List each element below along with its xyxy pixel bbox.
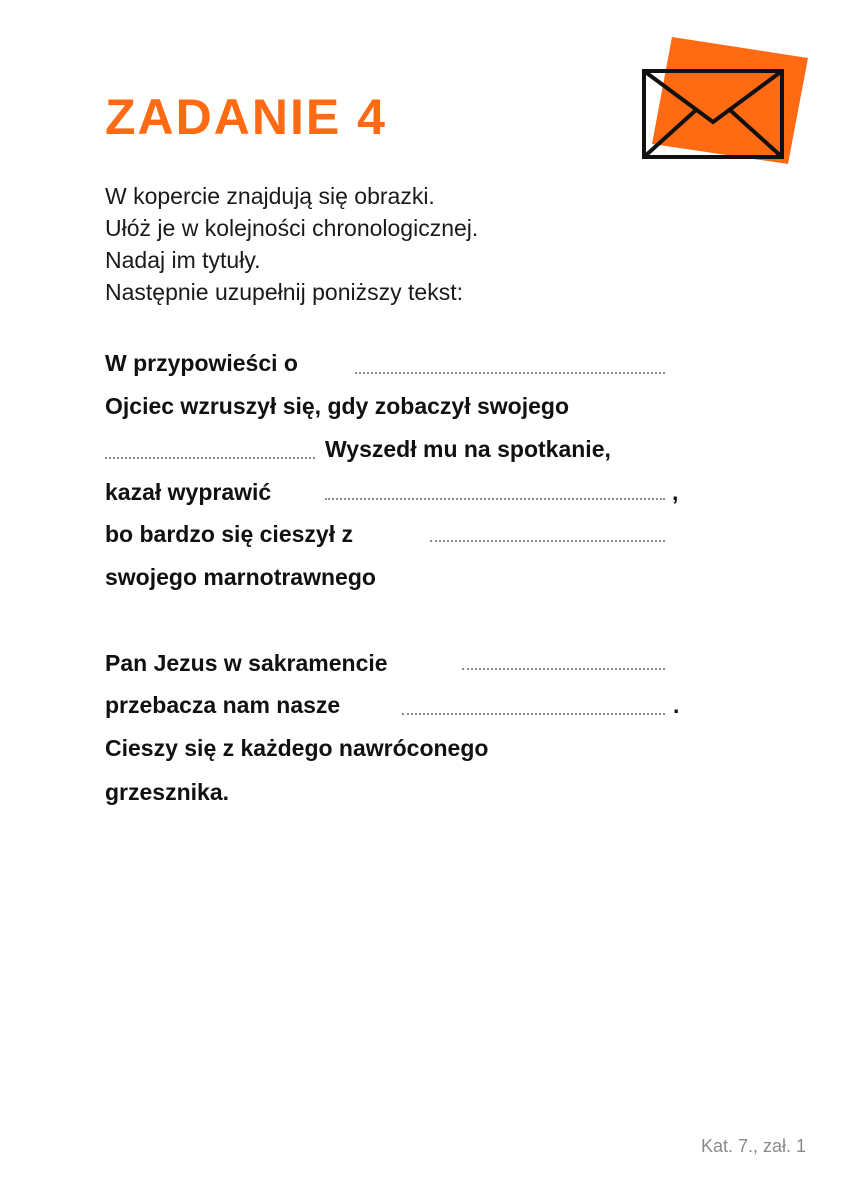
envelope-icon (640, 36, 810, 166)
instruction-line: Ułóż je w kolejności chronologicznej. (105, 215, 479, 241)
blank-field-1[interactable] (355, 372, 665, 374)
instruction-line: Następnie uzupełnij poniższy tekst: (105, 279, 463, 305)
instruction-line: W kopercie znajdują się obrazki. (105, 183, 435, 209)
blank-field-5[interactable] (462, 668, 665, 670)
period: . (673, 692, 680, 718)
paragraph1-line5: bo bardzo się cieszył z (105, 521, 353, 547)
paragraph2-line1: Pan Jezus w sakramencie (105, 650, 388, 676)
page-title: ZADANIE 4 (105, 89, 387, 145)
blank-field-4[interactable] (430, 540, 665, 542)
paragraph2-line2: przebacza nam nasze (105, 692, 341, 718)
paragraph1-line3: Wyszedł mu na spotkanie, (325, 436, 611, 462)
footer-reference: Kat. 7., zał. 1 (700, 1136, 806, 1156)
instructions (105, 180, 478, 308)
blank-field-3[interactable] (325, 498, 665, 500)
paragraph1-line4: kazał wyprawić (105, 479, 272, 505)
paragraph2-line4: grzesznika. (105, 779, 229, 805)
paragraph1-line2: Ojciec wzruszył się, gdy zobaczył swojego (105, 393, 569, 419)
comma: , (672, 479, 679, 505)
blank-field-2[interactable] (105, 457, 315, 459)
paragraph1-line6: swojego marnotrawnego (105, 564, 376, 590)
blank-field-6[interactable] (402, 713, 665, 715)
instruction-line: Nadaj im tytuły. (105, 247, 261, 273)
paragraph2-line3: Cieszy się z każdego nawróconego (105, 735, 489, 761)
paragraph1-line1: W przypowieści o (105, 350, 298, 376)
